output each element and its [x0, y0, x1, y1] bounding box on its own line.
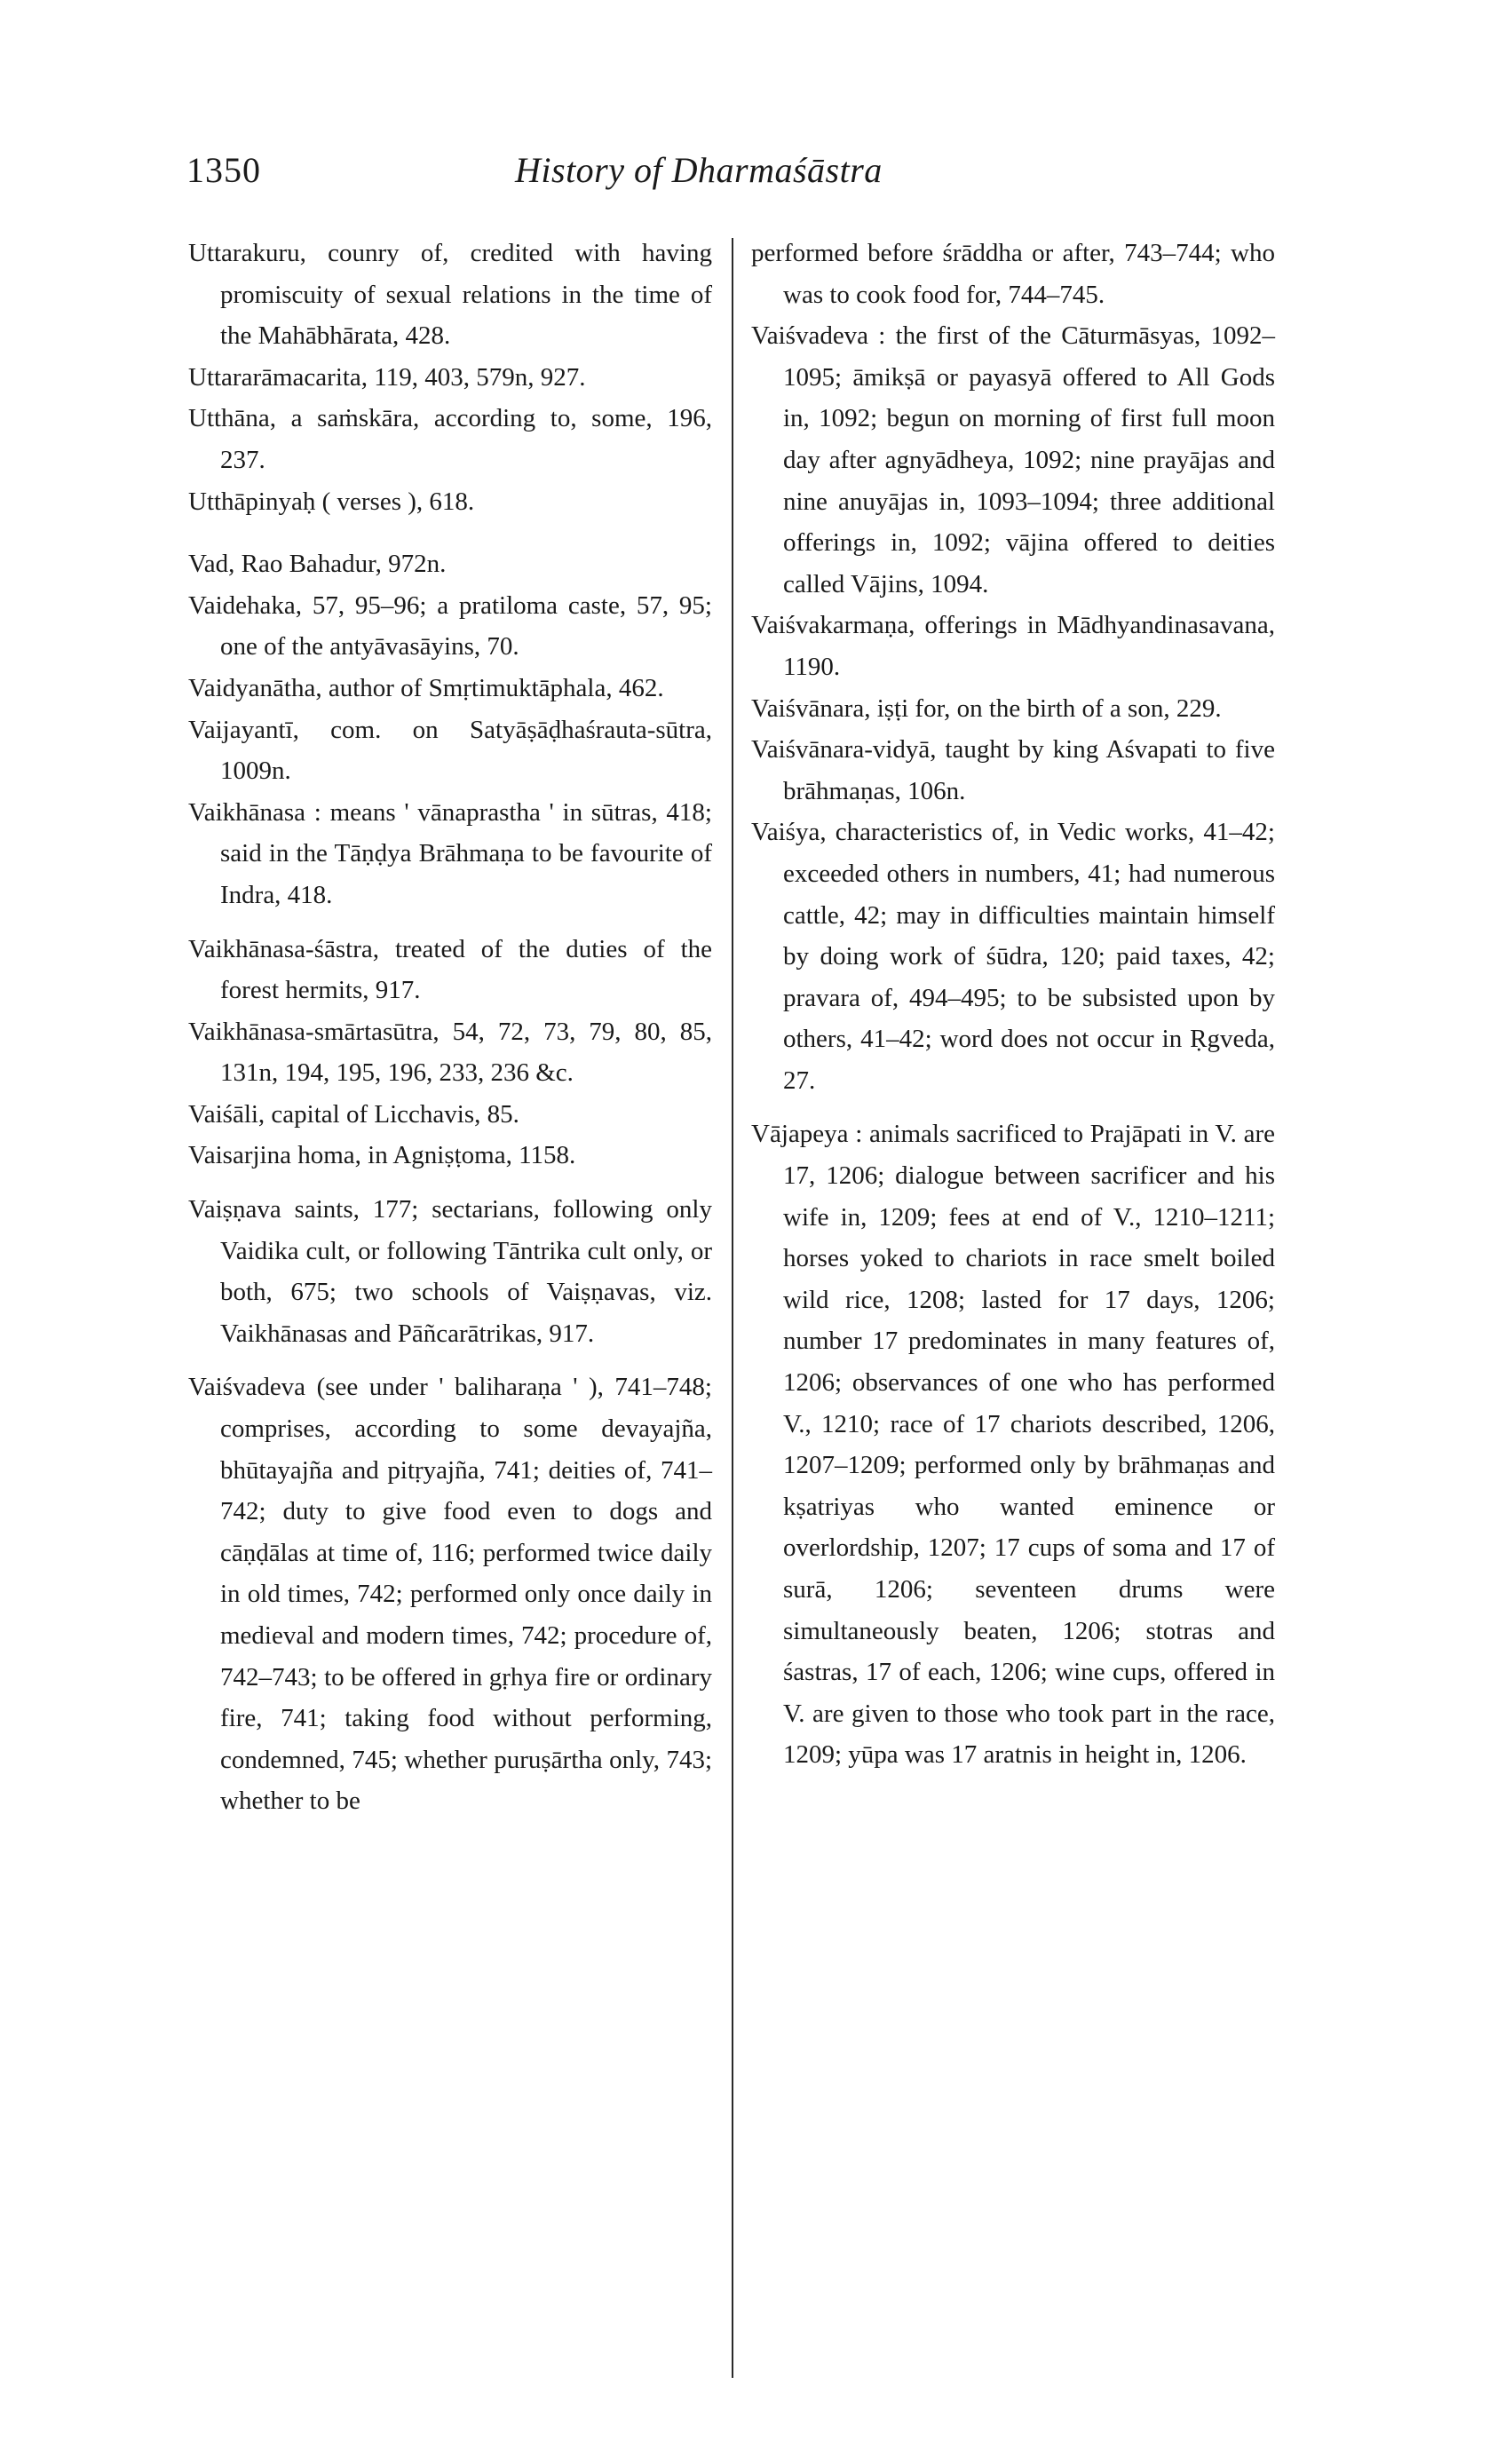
index-entry: Vaisarjina homa, in Agniṣṭoma, 1158. [188, 1141, 576, 1170]
index-entry: Vaidyanātha, author of Smṛtimuktāphala, 462. [188, 673, 664, 702]
index-entry: Vaikhānasa-śāstra, treated of the duties of the forest hermits, 917. [188, 934, 712, 1005]
index-entry: Vaikhānasa : means ' vānaprastha ' in sūtras, 418; said in the Tāṇḍya Brāhmaṇa to be favourite of Indra, 418. [188, 797, 712, 909]
page-header [186, 149, 1323, 202]
index-entry: Utthāna, a saṁskāra, according to, some, 196, 237. [188, 404, 712, 474]
index-entry: Vaikhānasa-smārtasūtra, 54, 72, 73, 79, 80, 85, 131n, 194, 195, 196, 233, 236 &c. [188, 1017, 712, 1088]
index-entry: Vaiśvānara, iṣṭi for, on the birth of a son, 229. [751, 693, 1222, 723]
column-divider [732, 238, 733, 2378]
index-entry: Vad, Rao Bahadur, 972n. [188, 550, 447, 579]
index-entry: Vaiśāli, capital of Licchavis, 85. [188, 1099, 519, 1129]
index-entry: Vaiśvakarmaṇa, offerings in Mādhyandinasavana, 1190. [751, 611, 1275, 681]
index-entry: Vaijayantī, com. on Satyāṣāḍhaśrauta-sūtra, 1009n. [188, 715, 712, 786]
index-column-left [188, 233, 712, 1822]
index-entry: Utthāpinyaḥ ( verses ), 618. [188, 487, 475, 516]
index-entry: Vājapeya : animals sacrificed to Prajāpati in V. are 17, 1206; dialogue between sacrificer and his wife in, 1209; fees at end of V., 1210–1211; horses yoked to chariots in race smelt boiled wild rice, 1208; lasted for 17 days, 1206; number 17 predominates in many features of, 1206; observances of one who has performed V., 1210; race of 17 chariots described, 1206, 1207–1209; performed only by brāhmaṇas and kṣatriyas who wanted eminence or overlordship, 1207; 17 cups of soma and 17 of surā, 1206; seventeen drums were simultaneously beaten, 1206; stotras and śastras, 17 of each, 1206; wine cups, offered in V. are given to those who took part in the race, 1209; yūpa was 17 aratnis in height in, 1206. [751, 1120, 1275, 1770]
index-entry: Vaiśvānara-vidyā, taught by king Aśvapati to five brāhmaṇas, 106n. [751, 735, 1275, 805]
index-entry: Vaiśvadeva (see under ' baliharaṇa ' ), 741–748; comprises, according to some devayajña, bhūtayajña and pitṛyajña, 741; deities of, 741–742; duty to give food even to dogs and cāṇḍālas at time of, 116; performed twice daily in old times, 742; performed only once daily in medieval and modern times, 742; procedure of, 742–743; to be offered in gṛhya fire or ordinary fire, 741; taking food without performing, condemned, 745; whether puruṣārtha only, 743; whether to be [188, 1373, 712, 1816]
index-entry: Uttararāmacarita, 119, 403, 579n, 927. [188, 362, 586, 392]
index-entry: Vaidehaka, 57, 95–96; a pratiloma caste, 57, 95; one of the antyāvasāyins, 70. [188, 590, 712, 662]
index-entry: Uttarakuru, counry of, credited with having promiscuity of sexual relations in the time of the Mahābhārata, 428. [188, 239, 712, 351]
running-title: History of Dharmaśāstra [515, 150, 883, 190]
index-entry: Vaiṣṇava saints, 177; sectarians, following only Vaidika cult, or following Tāntrika cult only, or both, 675; two schools of Vaiṣṇavas, viz. Vaikhānasas and Pāñcarātrikas, 917. [188, 1195, 712, 1348]
page-number: 1350 [186, 150, 261, 190]
index-entry: Vaiśya, characteristics of, in Vedic works, 41–42; exceeded others in numbers, 41; had numerous cattle, 42; may in difficulties maintain himself by doing work of śūdra, 120; paid taxes, 42; pravara of, 494–495; to be subsisted upon by others, 41–42; word does not occur in Ṛgveda, 27. [751, 818, 1275, 1095]
index-column-right [751, 233, 1275, 1776]
index-entry-continued: performed before śrāddha or after, 743–744; who was to cook food for, 744–745. [751, 239, 1275, 309]
index-entry: Vaiśvadeva : the first of the Cāturmāsyas, 1092–1095; āmikṣā or payasyā offered to All Gods in, 1092; begun on morning of first full moon day after agnyādheya, 1092; nine prayājas and nine anuyājas in, 1093–1094; three additional offerings in, 1092; vājina offered to deities called Vājins, 1094. [751, 321, 1275, 598]
